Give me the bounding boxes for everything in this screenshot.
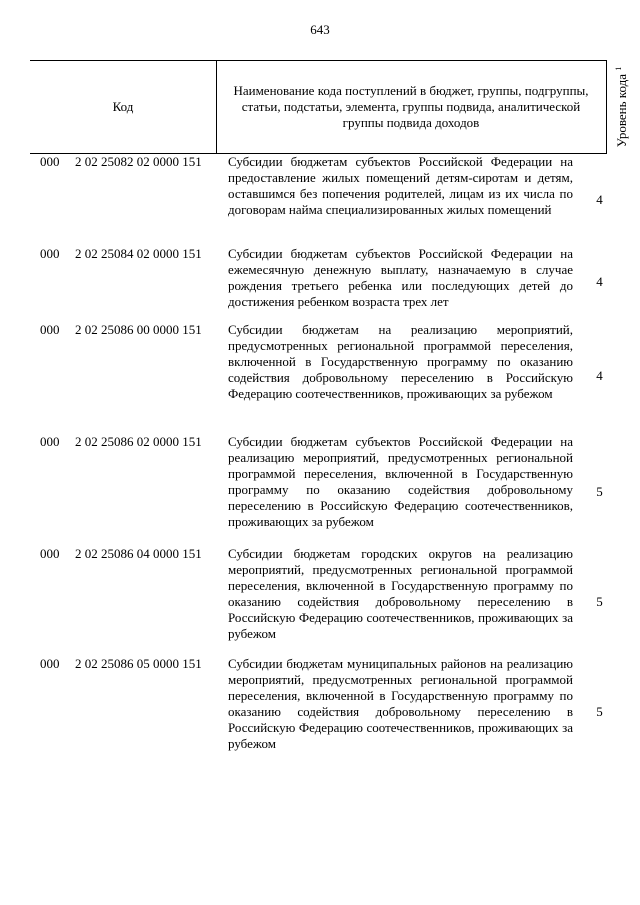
header-level-footnote: 1	[613, 66, 623, 71]
row-description: Субсидии бюджетам муниципальных районов на реализацию мероприятий, предусмотренных региональной программой переселения, включенной в Государственную программу по оказанию содействия добровольному переселению в Российскую Федерацию соотечественников, проживающих за рубежом	[228, 656, 573, 751]
header-level	[607, 61, 637, 153]
row-code: 2 02 25086 02 0000 151	[75, 434, 202, 449]
row-prefix: 000	[40, 656, 60, 671]
row-description: Субсидии бюджетам на реализацию мероприятий, предусмотренных региональной программой переселения, включенной в Государственную программу по оказанию содействия добровольному переселению в Российскую Федерацию соотечественников, проживающих за рубежом	[228, 322, 573, 401]
header-level-label: Уровень кода	[614, 74, 630, 148]
row-description: Субсидии бюджетам субъектов Российской Федерации на реализацию мероприятий, предусмотренных региональной программой переселения, включенной в Государственную программу по оказанию содействия добровольному переселению в Российскую Федерацию соотечественников, проживающих за рубежом	[228, 434, 573, 529]
row-level: 4	[596, 192, 603, 207]
row-code: 2 02 25084 02 0000 151	[75, 246, 202, 261]
page-number: 643	[310, 22, 330, 37]
row-prefix: 000	[40, 322, 60, 337]
row-code: 2 02 25086 04 0000 151	[75, 546, 202, 561]
row-level: 4	[596, 368, 603, 383]
header-name: Наименование кода поступлений в бюджет, группы, подгруппы, статьи, подстатьи, элемента, группы подвида, аналитической группы подвида доходов	[233, 83, 589, 130]
row-prefix: 000	[40, 434, 60, 449]
row-level: 4	[596, 274, 603, 289]
header-code: Код	[112, 99, 134, 114]
row-code: 2 02 25082 02 0000 151	[75, 154, 202, 169]
row-level: 5	[596, 484, 603, 499]
row-description: Субсидии бюджетам городских округов на реализацию мероприятий, предусмотренных региональной программой переселения, включенной в Государственную программу по оказанию содействия добровольному переселению в Российскую Федерацию соотечественников, проживающих за рубежом	[228, 546, 573, 641]
row-description: Субсидии бюджетам субъектов Российской Федерации на ежемесячную денежную выплату, назначаемую в случае рождения третьего ребенка или последующих детей до достижения ребенком возраста трех лет	[228, 246, 573, 309]
row-description: Субсидии бюджетам субъектов Российской Федерации на предоставление жилых помещений детям-сиротам и детям, оставшимся без попечения родителей, лицам из их числа по договорам найма специализированных жилых помещений	[228, 154, 573, 217]
row-prefix: 000	[40, 246, 60, 261]
row-code: 2 02 25086 05 0000 151	[75, 656, 202, 671]
row-level: 5	[596, 594, 603, 609]
row-prefix: 000	[40, 154, 60, 169]
table-header	[30, 60, 630, 154]
row-code: 2 02 25086 00 0000 151	[75, 322, 202, 337]
row-level: 5	[596, 704, 603, 719]
row-prefix: 000	[40, 546, 60, 561]
